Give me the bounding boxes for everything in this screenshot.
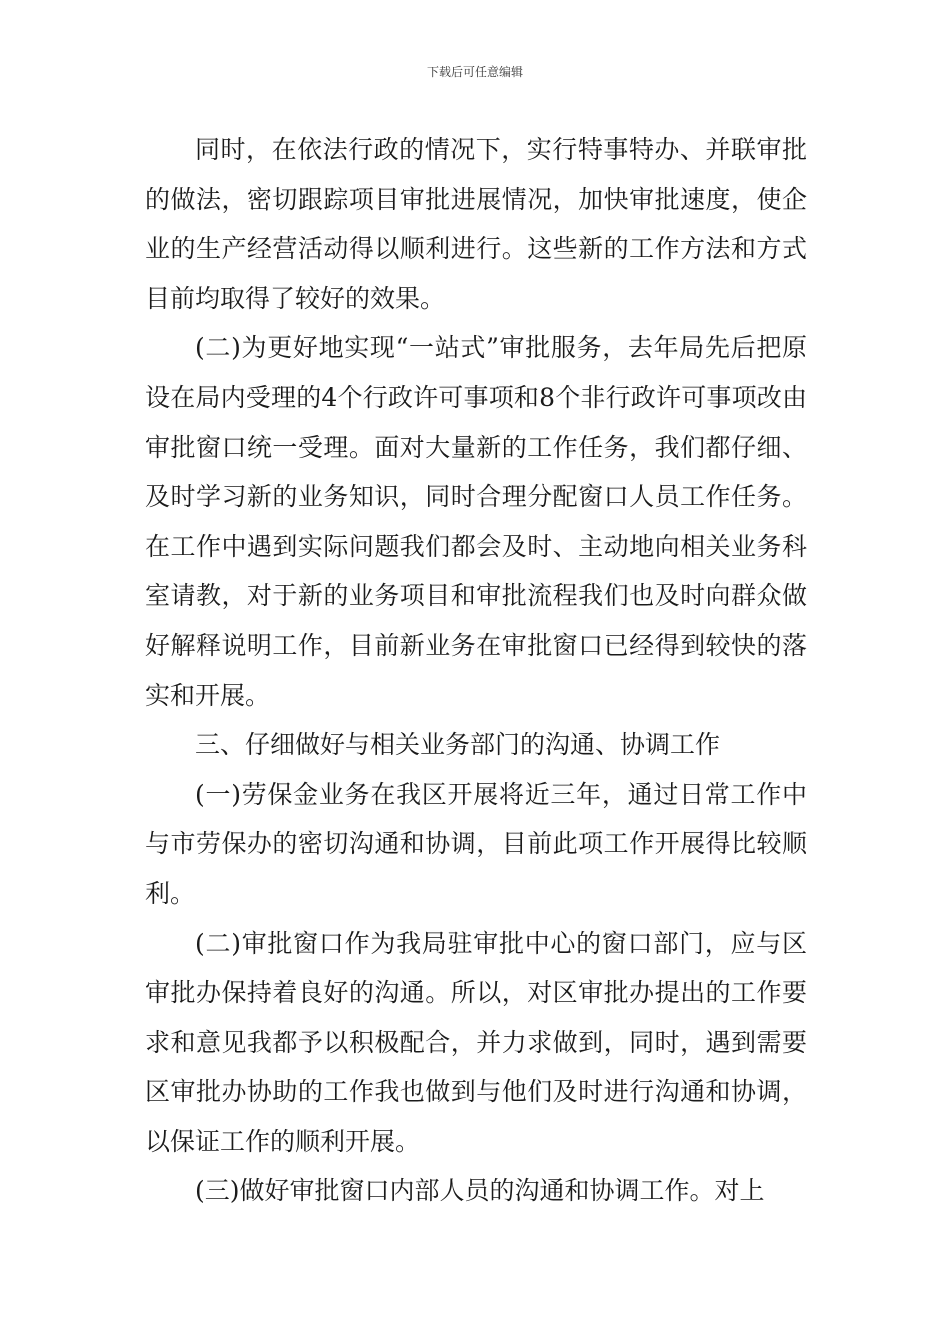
paragraph-approval-method: 同时，在依法行政的情况下，实行特事特办、并联审批的做法，密切跟踪项目审批进展情况，加快审批速度，使企业的生产经营活动得以顺利进行。这些新的工作方法和方式目前均取得了较好的效果。 (145, 135, 807, 313)
section-heading-communication: 三、仔细做好与相关业务部门的沟通、协调工作 (195, 730, 721, 760)
page-header: 下载后可任意编辑 (426, 65, 523, 79)
document-body (145, 125, 807, 1216)
paragraph-one-stop-service: (二)为更好地实现“一站式”审批服务，去年局先后把原设在局内受理的4个行政许可事项和8个非行政许可事项改由审批窗口统一受理。面对大量新的工作任务，我们都仔细、及时学习新的业务知识，同时合理分配窗口人员工作任务。在工作中遇到实际问题我们都会及时、主动地向相关业务科室请教，对于新的业务项目和审批流程我们也及时向群众做好解释说明工作，目前新业务在审批窗口已经得到较快的落实和开展。 (145, 333, 807, 710)
paragraph-approval-office: (二)审批窗口作为我局驻审批中心的窗口部门，应与区审批办保持着良好的沟通。所以，对区审批办提出的工作要求和意见我都予以积极配合，并力求做到，同时，遇到需要区审批办协助的工作我也做到与他们及时进行沟通和协调，以保证工作的顺利开展。 (145, 928, 807, 1156)
paragraph-internal-coordination: (三)做好审批窗口内部人员的沟通和协调工作。对上 (195, 1176, 765, 1206)
paragraph-labor-insurance: (一)劳保金业务在我区开展将近三年，通过日常工作中与市劳保办的密切沟通和协调，目前此项工作开展得比较顺利。 (145, 779, 807, 908)
